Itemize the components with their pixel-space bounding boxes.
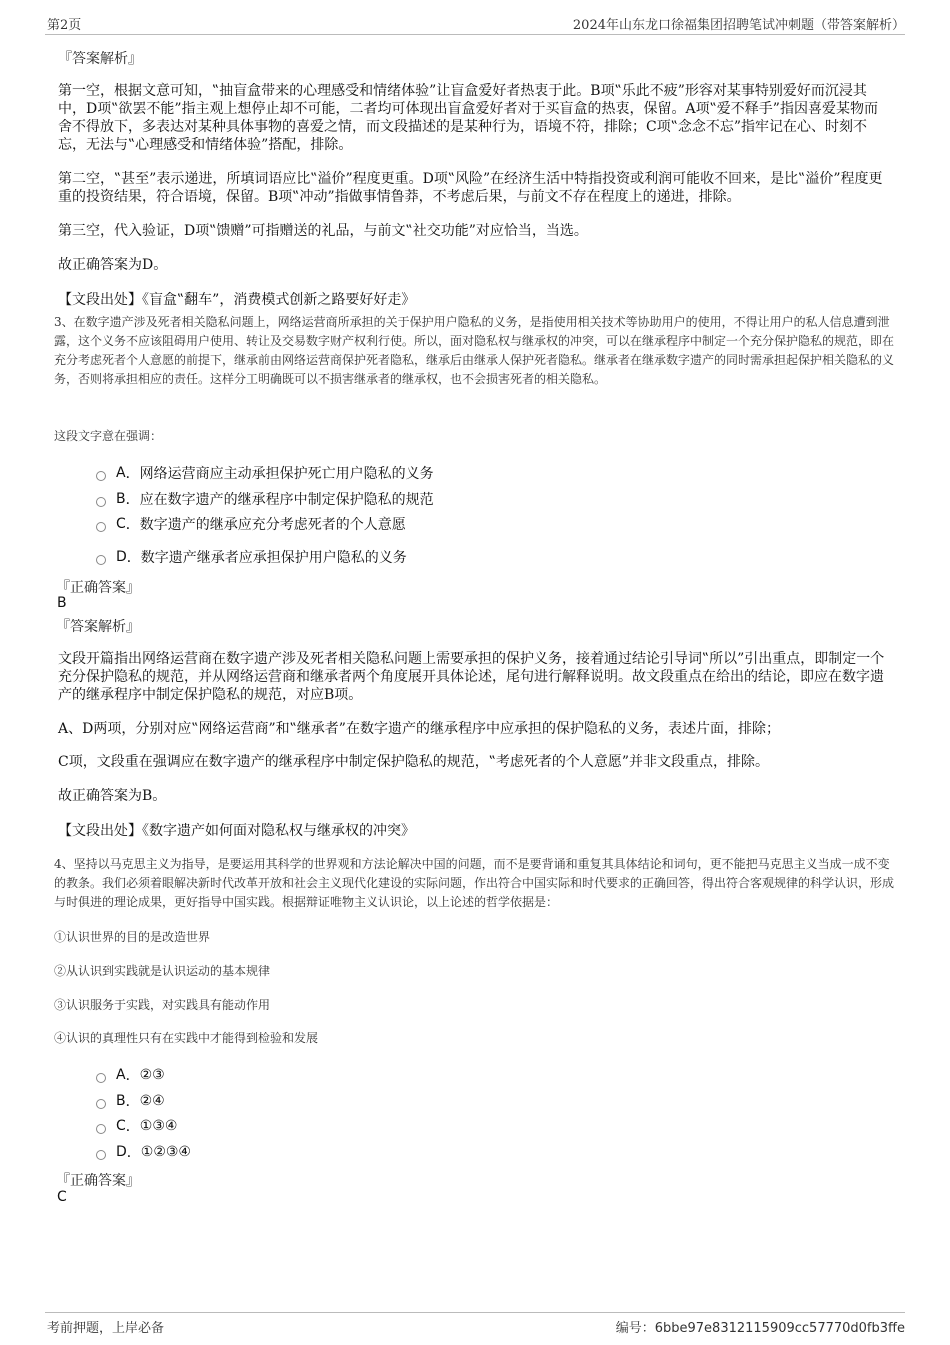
q3-option-c[interactable]: C ． 数字遗产的继承应充分考虑死者的个人意愿 [96, 514, 406, 534]
q3-option-a[interactable]: A ． 网络运营商应主动承担保护死亡用户隐私的义务 [96, 463, 434, 483]
radio-icon[interactable] [96, 1124, 106, 1134]
q4-option-b[interactable]: B ． ②④ [96, 1091, 165, 1111]
radio-icon[interactable] [96, 522, 106, 532]
q3-analysis-paragraph-1: 文段开篇指出网络运营商在数字遗产涉及死者相关隐私问题上需要承担的保护义务，接着通过结论引导词‟所以”引出重点，即制定一个充分保护隐私的规范，并从网络运营商和继承者两个角度展开具体论述，尾句进行解释说明。故文段重点在给出的结论，即应在数字遗产的继承程序中制定保护隐私的规范，对应B项。 [58, 651, 885, 703]
radio-icon[interactable] [96, 497, 106, 507]
q2-analysis-paragraph-3: 第三空，代入验证，D项‟馈赠”可指赠送的礼品，与前文‟社交功能”对应恰当，当选。 [58, 223, 588, 239]
document-code: 编号：6bbe97e8312115909cc57770d0fb3ffe [615, 1321, 905, 1336]
radio-icon[interactable] [96, 555, 106, 565]
q2-analysis-label: 『答案解析』 [58, 51, 142, 67]
q4-item-2: ②从认识到实践就是认识运动的基本规律 [54, 964, 271, 978]
q4-correct-label: 『正确答案』 [56, 1173, 140, 1189]
document-title: 2024年山东龙口徐福集团招聘笔试冲刺题（带答案解析） [572, 18, 905, 33]
q3-analysis-paragraph-3: C项，文段重在强调应在数字遗产的继承程序中制定保护隐私的规范，‟考虑死者的个人意愿”并非文段重点，排除。 [58, 754, 770, 770]
q2-analysis-conclusion: 故正确答案为D。 [58, 257, 168, 273]
q3-prompt: 这段文字意在强调： [54, 429, 163, 443]
q3-stem: 3、在数字遗产涉及死者相关隐私问题上，网络运营商所承担的关于保护用户隐私的义务，是指使用相关技术等协助用户的使用，不得让用户的私人信息遭到泄露，这个义务不应该阻碍用户使用、转让及交易数字财产权利行使。所以，面对隐私权与继承权的冲突，可以在继承程序中制定一个充分保护隐私的规范，即在充分考虑死者个人意愿的前提下，继承前由网络运营商保护死者隐私，继承后由继承人保护死者隐私。继承者在继承数字遗产的同时需承担起保护相关隐私的义务，否则将承担相应的责任。这样分工明确既可以不损害继承者的继承权，也不会损害死者的相关隐私。 [54, 315, 895, 386]
page-header [45, 12, 905, 35]
q4-option-d[interactable]: D ． ①②③④ [96, 1142, 191, 1162]
q3-correct-answer: B [57, 595, 67, 611]
q4-item-3: ③认识服务于实践，对实践具有能动作用 [54, 998, 271, 1012]
page-number: 第2页 [47, 18, 82, 33]
q3-analysis-label: 『答案解析』 [56, 619, 140, 635]
q3-analysis-paragraph-2: A、D两项，分别对应‟网络运营商”和‟继承者”在数字遗产的继承程序中应承担的保护隐私的义务，表述片面，排除； [58, 721, 780, 737]
q3-analysis-conclusion: 故正确答案为B。 [58, 788, 167, 804]
q4-option-a[interactable]: A ． ②③ [96, 1065, 165, 1085]
page-footer [45, 1312, 905, 1337]
q3-correct-label: 『正确答案』 [56, 580, 140, 596]
footer-slogan: 考前押题，上岸必备 [47, 1321, 165, 1336]
q2-analysis-paragraph-1: 第一空，根据文意可知，‟抽盲盒带来的心理感受和情绪体验”让盲盒爱好者热衷于此。B项‟乐此不疲”形容对某事特别爱好而沉浸其中，D项‟欲罢不能”指主观上想停止却不可能，二者均可体现出盲盒爱好者对于买盲盒的热衷，保留。A项‟爱不释手”指因喜爱某物而舍不得放下，多表达对某种具体事物的喜爱之情，而文段描述的是某种行为，语境不符，排除；C项‟念念不忘”指牢记在心、时刻不忘，无法与‟心理感受和情绪体验”搭配，排除。 [58, 83, 878, 153]
radio-icon[interactable] [96, 1073, 106, 1083]
q2-source: 【文段出处】《盲盒‟翻车”，消费模式创新之路要好好走》 [58, 292, 416, 308]
q4-item-1: ①认识世界的目的是改造世界 [54, 930, 211, 944]
q2-analysis-paragraph-2: 第二空，‟甚至”表示递进，所填词语应比‟溢价”程度更重。D项‟风险”在经济生活中特指投资或利润可能收不回来，是比‟溢价”程度更重的投资结果，符合语境，保留。B项‟冲动”指做事情鲁莽，不考虑后果，与前文不存在程度上的递进，排除。 [58, 171, 883, 205]
q4-item-4: ④认识的真理性只有在实践中才能得到检验和发展 [54, 1031, 319, 1045]
radio-icon[interactable] [96, 1150, 106, 1160]
q4-option-c[interactable]: C ． ①③④ [96, 1116, 177, 1136]
q3-option-d[interactable]: D ． 数字遗产继承者应承担保护用户隐私的义务 [96, 547, 407, 567]
q4-correct-answer: C [57, 1189, 67, 1205]
q3-option-b[interactable]: B ． 应在数字遗产的继承程序中制定保护隐私的规范 [96, 489, 434, 509]
q4-stem: 4、坚持以马克思主义为指导，是要运用其科学的世界观和方法论解决中国的问题，而不是要背诵和重复其具体结论和词句，更不能把马克思主义当成一成不变的教条。我们必须着眼解决新时代改革开放和社会主义现代化建设的实际问题，作出符合中国实际和时代要求的正确回答，得出符合客观规律的科学认识，形成与时俱进的理论成果，更好指导中国实践。根据辩证唯物主义认识论，以上论述的哲学依据是： [54, 857, 895, 909]
radio-icon[interactable] [96, 1099, 106, 1109]
radio-icon[interactable] [96, 471, 106, 481]
q3-source: 【文段出处】《数字遗产如何面对隐私权与继承权的冲突》 [58, 823, 415, 839]
